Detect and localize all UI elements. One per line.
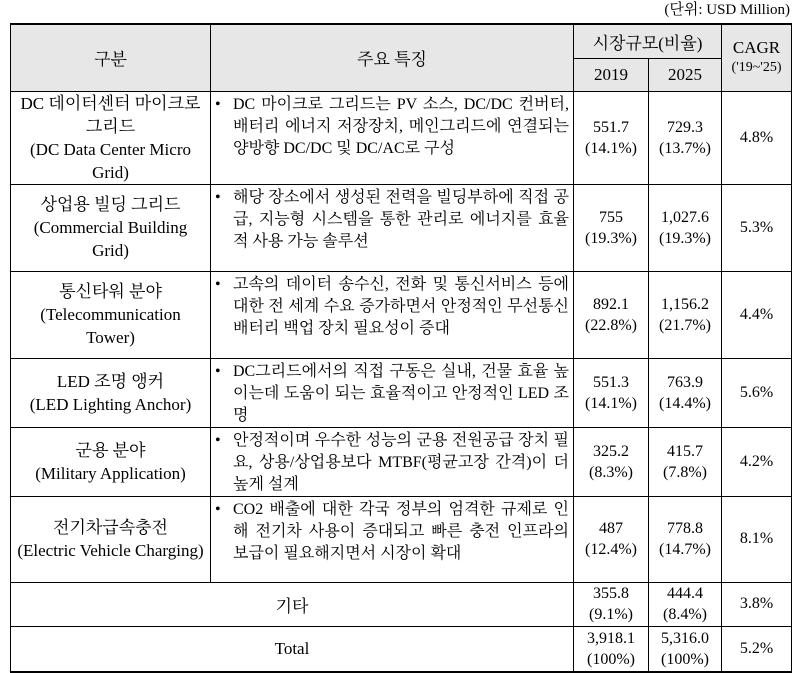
feature-cell [211,184,574,271]
cagr-value: 5.2% [722,626,792,672]
cagr-value: 5.6% [722,358,792,427]
share-2019: (22.8%) [585,316,637,334]
value-2019: 355.8 [593,585,629,602]
feature-cell [211,496,574,582]
value-2019-cell [574,427,649,496]
value-2025: 415.7 [667,442,703,460]
feature-cell [211,358,574,427]
share-2019: (12.4%) [585,541,637,558]
cagr-value: 5.3% [722,184,792,271]
value-2025-cell [649,582,722,626]
value-2025-cell [649,626,722,672]
feature-text: 고속의 데이터 송수신, 전화 및 통신서비스 등에 대한 전 세계 수요 증가하면서 안정적인 무선통신배터리 백업 장치 필요성이 증대 [233,275,569,337]
value-2019: 755 [599,208,623,226]
header-market-size: 시장규모(비율) [574,24,722,58]
total-label: Total [11,626,574,672]
value-2019-cell [574,91,649,184]
other-label: 기타 [11,582,574,626]
value-2025: 763.9 [667,373,703,391]
share-2019: (8.3%) [589,463,633,481]
feature-text: DC그리드에서의 직접 구동은 실내, 건물 효율 높이는데 도움이 되는 효율적이고 안정적인 LED 조명 [233,362,569,424]
segment-name-ko: 통신타워 분야 [59,282,162,301]
cagr-value: 4.2% [722,427,792,496]
share-2019: (19.3%) [585,229,637,247]
value-2025: 729.3 [667,118,703,136]
value-2025: 778.8 [667,520,703,537]
value-2025-cell [649,184,722,271]
value-2025-cell [649,496,722,582]
share-2025: (14.7%) [659,541,711,558]
header-cagr-label: CAGR [732,37,781,57]
segment-cell [11,496,211,582]
value-2025-cell [649,271,722,358]
table-row-total [11,626,792,672]
value-2025: 444.4 [667,585,703,602]
share-2019: (14.1%) [585,394,637,412]
bullet-icon: • [215,362,221,380]
segment-cell [11,91,211,184]
share-2025: (13.7%) [659,139,711,157]
value-2025-cell [649,91,722,184]
header-features: 주요 특징 [211,24,574,91]
table-row [11,91,792,184]
bullet-icon: • [215,188,221,206]
feature-text: CO2 배출에 대한 각국 정부의 엄격한 규제로 인해 전기차 사용이 증대되고 빠른 충전 인프라의 보급이 필요해지면서 시장이 확대 [233,500,569,562]
value-2019: 325.2 [593,442,629,460]
segment-name-en: (Telecommunication Tower) [40,305,181,347]
segment-cell [11,358,211,427]
value-2019: 551.7 [593,118,629,136]
segment-name-ko: 군용 분야 [75,440,146,460]
cagr-value: 4.4% [722,271,792,358]
table-row [11,184,792,271]
table-row [11,427,792,496]
share-2025: (7.8%) [663,463,707,481]
segment-name-ko: 전기차급속충전 [53,518,168,537]
bullet-icon: • [215,500,221,518]
value-2019-cell [574,496,649,582]
value-2019: 3,918.1 [587,629,635,647]
segment-cell [11,427,211,496]
feature-text: DC 마이크로 그리드는 PV 소스, DC/DC 컨버터, 배터리 에너지 저장장치, 메인그리드에 연결되는 양방향 DC/DC 및 DC/AC로 구성 [233,95,569,157]
market-size-table [10,23,792,673]
value-2019-cell [574,582,649,626]
bullet-icon: • [215,95,221,113]
feature-cell [211,427,574,496]
bullet-icon: • [215,275,221,293]
value-2019-cell [574,271,649,358]
value-2025: 1,156.2 [661,295,709,313]
share-2019: (14.1%) [585,139,637,157]
share-2025: (100%) [661,650,709,668]
segment-name-en: (Military Application) [35,463,186,483]
feature-text: 해당 장소에서 생성된 전력을 빌딩부하에 직접 공급, 지능형 시스템을 통한 관리로 에너지를 효율적 사용 가능 솔루션 [233,188,569,250]
table-row [11,358,792,427]
share-2025: (21.7%) [659,316,711,334]
feature-cell [211,91,574,184]
value-2019: 551.3 [593,373,629,391]
segment-name-ko: 상업용 빌딩 그리드 [40,195,181,214]
header-year-2025: 2025 [649,58,722,91]
segment-cell [11,184,211,271]
bullet-icon: • [215,431,221,449]
cagr-value: 3.8% [722,582,792,626]
table-row-other [11,582,792,626]
value-2019-cell [574,626,649,672]
value-2019-cell [574,184,649,271]
share-2019: (100%) [587,650,635,668]
share-2019: (9.1%) [589,606,633,623]
header-cagr [722,24,792,91]
segment-name-en: (LED Lighting Anchor) [29,394,192,414]
header-year-2019: 2019 [574,58,649,91]
unit-note: (단위: USD Million) [664,2,790,18]
share-2025: (8.4%) [663,606,707,623]
value-2019: 892.1 [593,295,629,313]
header-cagr-period: ('19~'25) [731,59,782,75]
segment-cell [11,271,211,358]
cagr-value: 4.8% [722,91,792,184]
value-2025-cell [649,427,722,496]
value-2025: 1,027.6 [661,208,709,226]
value-2019-cell [574,358,649,427]
segment-name-en: (Electric Vehicle Charging) [17,541,204,560]
segment-name-ko: DC 데이터센터 마이크로 그리드 [20,93,201,136]
header-segment: 구분 [11,24,211,91]
feature-text: 안정적이며 우수한 성능의 군용 전원공급 장치 필요, 상용/상업용보다 MTBF(평균고장 간격)이 더 높게 설계 [233,431,569,493]
share-2025: (19.3%) [659,229,711,247]
segment-name-en: (DC Data Center Micro Grid) [30,139,191,182]
segment-name-ko: LED 조명 앵커 [56,371,165,391]
value-2025-cell [649,358,722,427]
segment-name-en: (Commercial Building Grid) [33,218,188,260]
value-2019: 487 [599,520,623,537]
table-row [11,496,792,582]
value-2025: 5,316.0 [661,629,709,647]
table-row [11,271,792,358]
share-2025: (14.4%) [659,394,711,412]
cagr-value: 8.1% [722,496,792,582]
feature-cell [211,271,574,358]
